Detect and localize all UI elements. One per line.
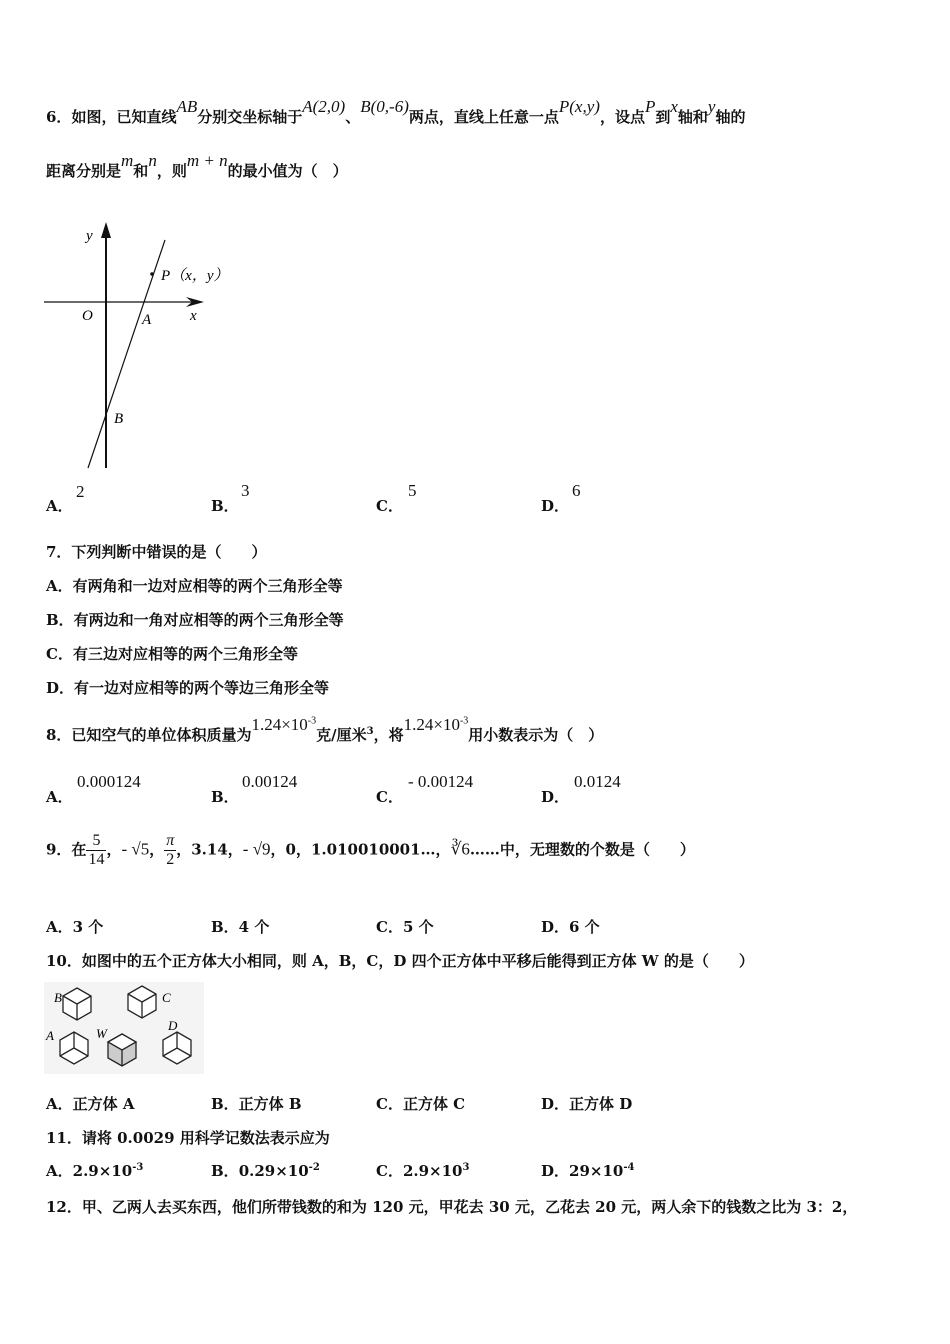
- q8-option-d[interactable]: D．: [541, 788, 570, 806]
- q6-option-b[interactable]: B．: [211, 497, 239, 515]
- q9-option-b[interactable]: B．4 个: [211, 918, 270, 936]
- point-a: A(2,0): [302, 97, 346, 116]
- q7-option-b[interactable]: B．有两边和一角对应相等的两个三角形全等: [46, 611, 344, 629]
- q11-option-d[interactable]: D．$29\times 10^{-4}$: [541, 1162, 635, 1180]
- neg-sqrt-5: - √5: [121, 839, 150, 859]
- p-label: P（x，y）: [161, 268, 229, 284]
- b-label: B: [114, 411, 124, 427]
- cube-label-c: C: [162, 990, 171, 1005]
- q11-option-b[interactable]: B．$0.29\times 10^{-2}$: [211, 1162, 320, 1180]
- line-ab: AB: [176, 97, 198, 116]
- x-label: x: [190, 308, 197, 324]
- a-label: A: [142, 312, 152, 328]
- q7-stem: 7．下列判断中错误的是（ ）: [46, 543, 267, 561]
- q8-option-a[interactable]: A．: [46, 788, 73, 806]
- q6-coordinate-figure: [40, 218, 260, 473]
- q11-option-a[interactable]: A．$2.9\times 10^{-3}$: [46, 1162, 144, 1180]
- q12-stem: 12．甲、乙两人去买东西，他们所带钱数的和为 120 元，甲花去 30 元，乙花去 20 元，两人余下的钱数之比为 3：2，: [46, 1198, 858, 1216]
- q11-option-c[interactable]: C．$2.9\times 10^3$: [376, 1162, 470, 1180]
- q9-stem: 9．在 $\frac{5}{14}$ ，- √5， $\frac{\pi}{2}$ ，3.14，- √9，0，1.010010001…，∛6……中，无理数的个数是（ ）: [46, 832, 695, 868]
- q6-number: 6．: [46, 108, 72, 126]
- q6-option-d[interactable]: D．: [541, 497, 570, 515]
- cube-root-6: ∛6: [450, 839, 470, 859]
- q10-option-b[interactable]: B．正方体 B: [211, 1095, 302, 1113]
- q9-option-d[interactable]: D．6 个: [541, 918, 600, 936]
- cube-label-w: W: [96, 1026, 107, 1041]
- q10-stem: 10．如图中的五个正方体大小相同，则 A，B，C，D 四个正方体中平移后能得到正方体 W 的是（ ）: [46, 952, 754, 970]
- q6-line2: 距离分别是m和n，则m + n的最小值为（ ）: [46, 151, 348, 180]
- mass-value-repeat: $1.24\times 10^{-3}$: [403, 715, 469, 734]
- q7-option-d[interactable]: D．有一边对应相等的两个等边三角形全等: [46, 679, 330, 697]
- point-p-dot: [150, 272, 154, 276]
- fraction-pi-2: $\frac{\pi}{2}$: [166, 832, 175, 868]
- point-b: B(0,-6): [360, 97, 409, 116]
- m-plus-n: m + n: [186, 151, 228, 170]
- q10-option-d[interactable]: D．正方体 D: [541, 1095, 633, 1113]
- neg-sqrt-9: - √9: [242, 839, 271, 859]
- cube-label-b: B: [54, 990, 62, 1005]
- q7-option-c[interactable]: C．有三边对应相等的两个三角形全等: [46, 645, 298, 663]
- origin-label: O: [82, 308, 93, 324]
- q10-option-a[interactable]: A．正方体 A: [46, 1095, 135, 1113]
- q6-line1: 6．如图，已知直线AB分别交坐标轴于A(2,0)、B(0,-6)两点，直线上任意一点P(x,y)，设点P到x轴和y轴的: [46, 97, 746, 126]
- point-p: P(x,y): [558, 97, 600, 116]
- q10-option-c[interactable]: C．正方体 C: [376, 1095, 466, 1113]
- q8-stem: 8．已知空气的单位体积质量为$1.24\times 10^{-3}$克/厘米$^3$，将$1.24\times 10^{-3}$用小数表示为（ ）: [46, 715, 604, 744]
- q10-cubes-figure: [44, 982, 204, 1074]
- cube-label-d: D: [168, 1018, 178, 1033]
- q9-option-c[interactable]: C．5 个: [376, 918, 434, 936]
- q11-stem: 11．请将 0.0029 用科学记数法表示应为: [46, 1129, 330, 1147]
- q9-option-a[interactable]: A．3 个: [46, 918, 104, 936]
- q7-option-a[interactable]: A．有两角和一边对应相等的两个三角形全等: [46, 577, 343, 595]
- q6-option-a[interactable]: A．: [46, 497, 73, 515]
- y-axis-arrow: [101, 222, 111, 238]
- q8-option-b[interactable]: B．: [211, 788, 239, 806]
- q8-option-c[interactable]: C．: [376, 788, 403, 806]
- cube-label-a: A: [46, 1028, 54, 1043]
- mass-value: $1.24\times 10^{-3}$: [251, 715, 317, 734]
- fraction-5-14: $\frac{5}{14}$: [88, 832, 105, 868]
- y-label: y: [86, 228, 93, 244]
- exam-page: 6．如图，已知直线AB分别交坐标轴于A(2,0)、B(0,-6)两点，直线上任意一点P(x,y)，设点P到x轴和y轴的 距离分别是m和n，则m + n的最小值为（ ） y x O A B P（x，y） A． 2 B． 3 C． 5 D． 6 7．下列判断中错误的是（ ） A．有两角和一边对应相等的两个三角形全等 B．有两边和一角对应相等的两个三角形全等 C．有三边对应相等的两个三角形全等 D．有一边对应相等的两个等边三角形全等 8．已知空气的单位体积质量为$1.24\times 10^{-3}$克/厘米$^3$，将$1.24\times 10^{-3}$用小数表示为（ ） A． 0.000124 B． 0.00124 C． - 0.00124 D． 0.0124 9．在 $\frac{5}{14}$ ，- √5， $\frac{\pi}{2}$ ，3.14，- √9，0，1.010010001…，∛6……中，无理数的个数是（ ） A．3 个 B．4 个 C．5 个 D．6 个 10．如图中的五个正方体大小相同，则 A，B，C，D 四个正方体中平移后能得到正方体 W 的是（ ） B C A W D A．正方体 A B．正方体 B C．正方体 C D．正方体 D 11．请将 0.0029 用科学记数法表示应为 A．$2.9\times 10^{-3}$ B．$0.29\times 10^{-2}$ C．$2.9\times 10^3$ D．$29\times 10^{-4}$ 12．甲、乙两人去买东西，他们所带钱数的和为 120 元，甲花去 30 元，乙花去 20 元，两人余下的钱数之比为 3：2，: [0, 0, 950, 1344]
- q6-option-c[interactable]: C．: [376, 497, 403, 515]
